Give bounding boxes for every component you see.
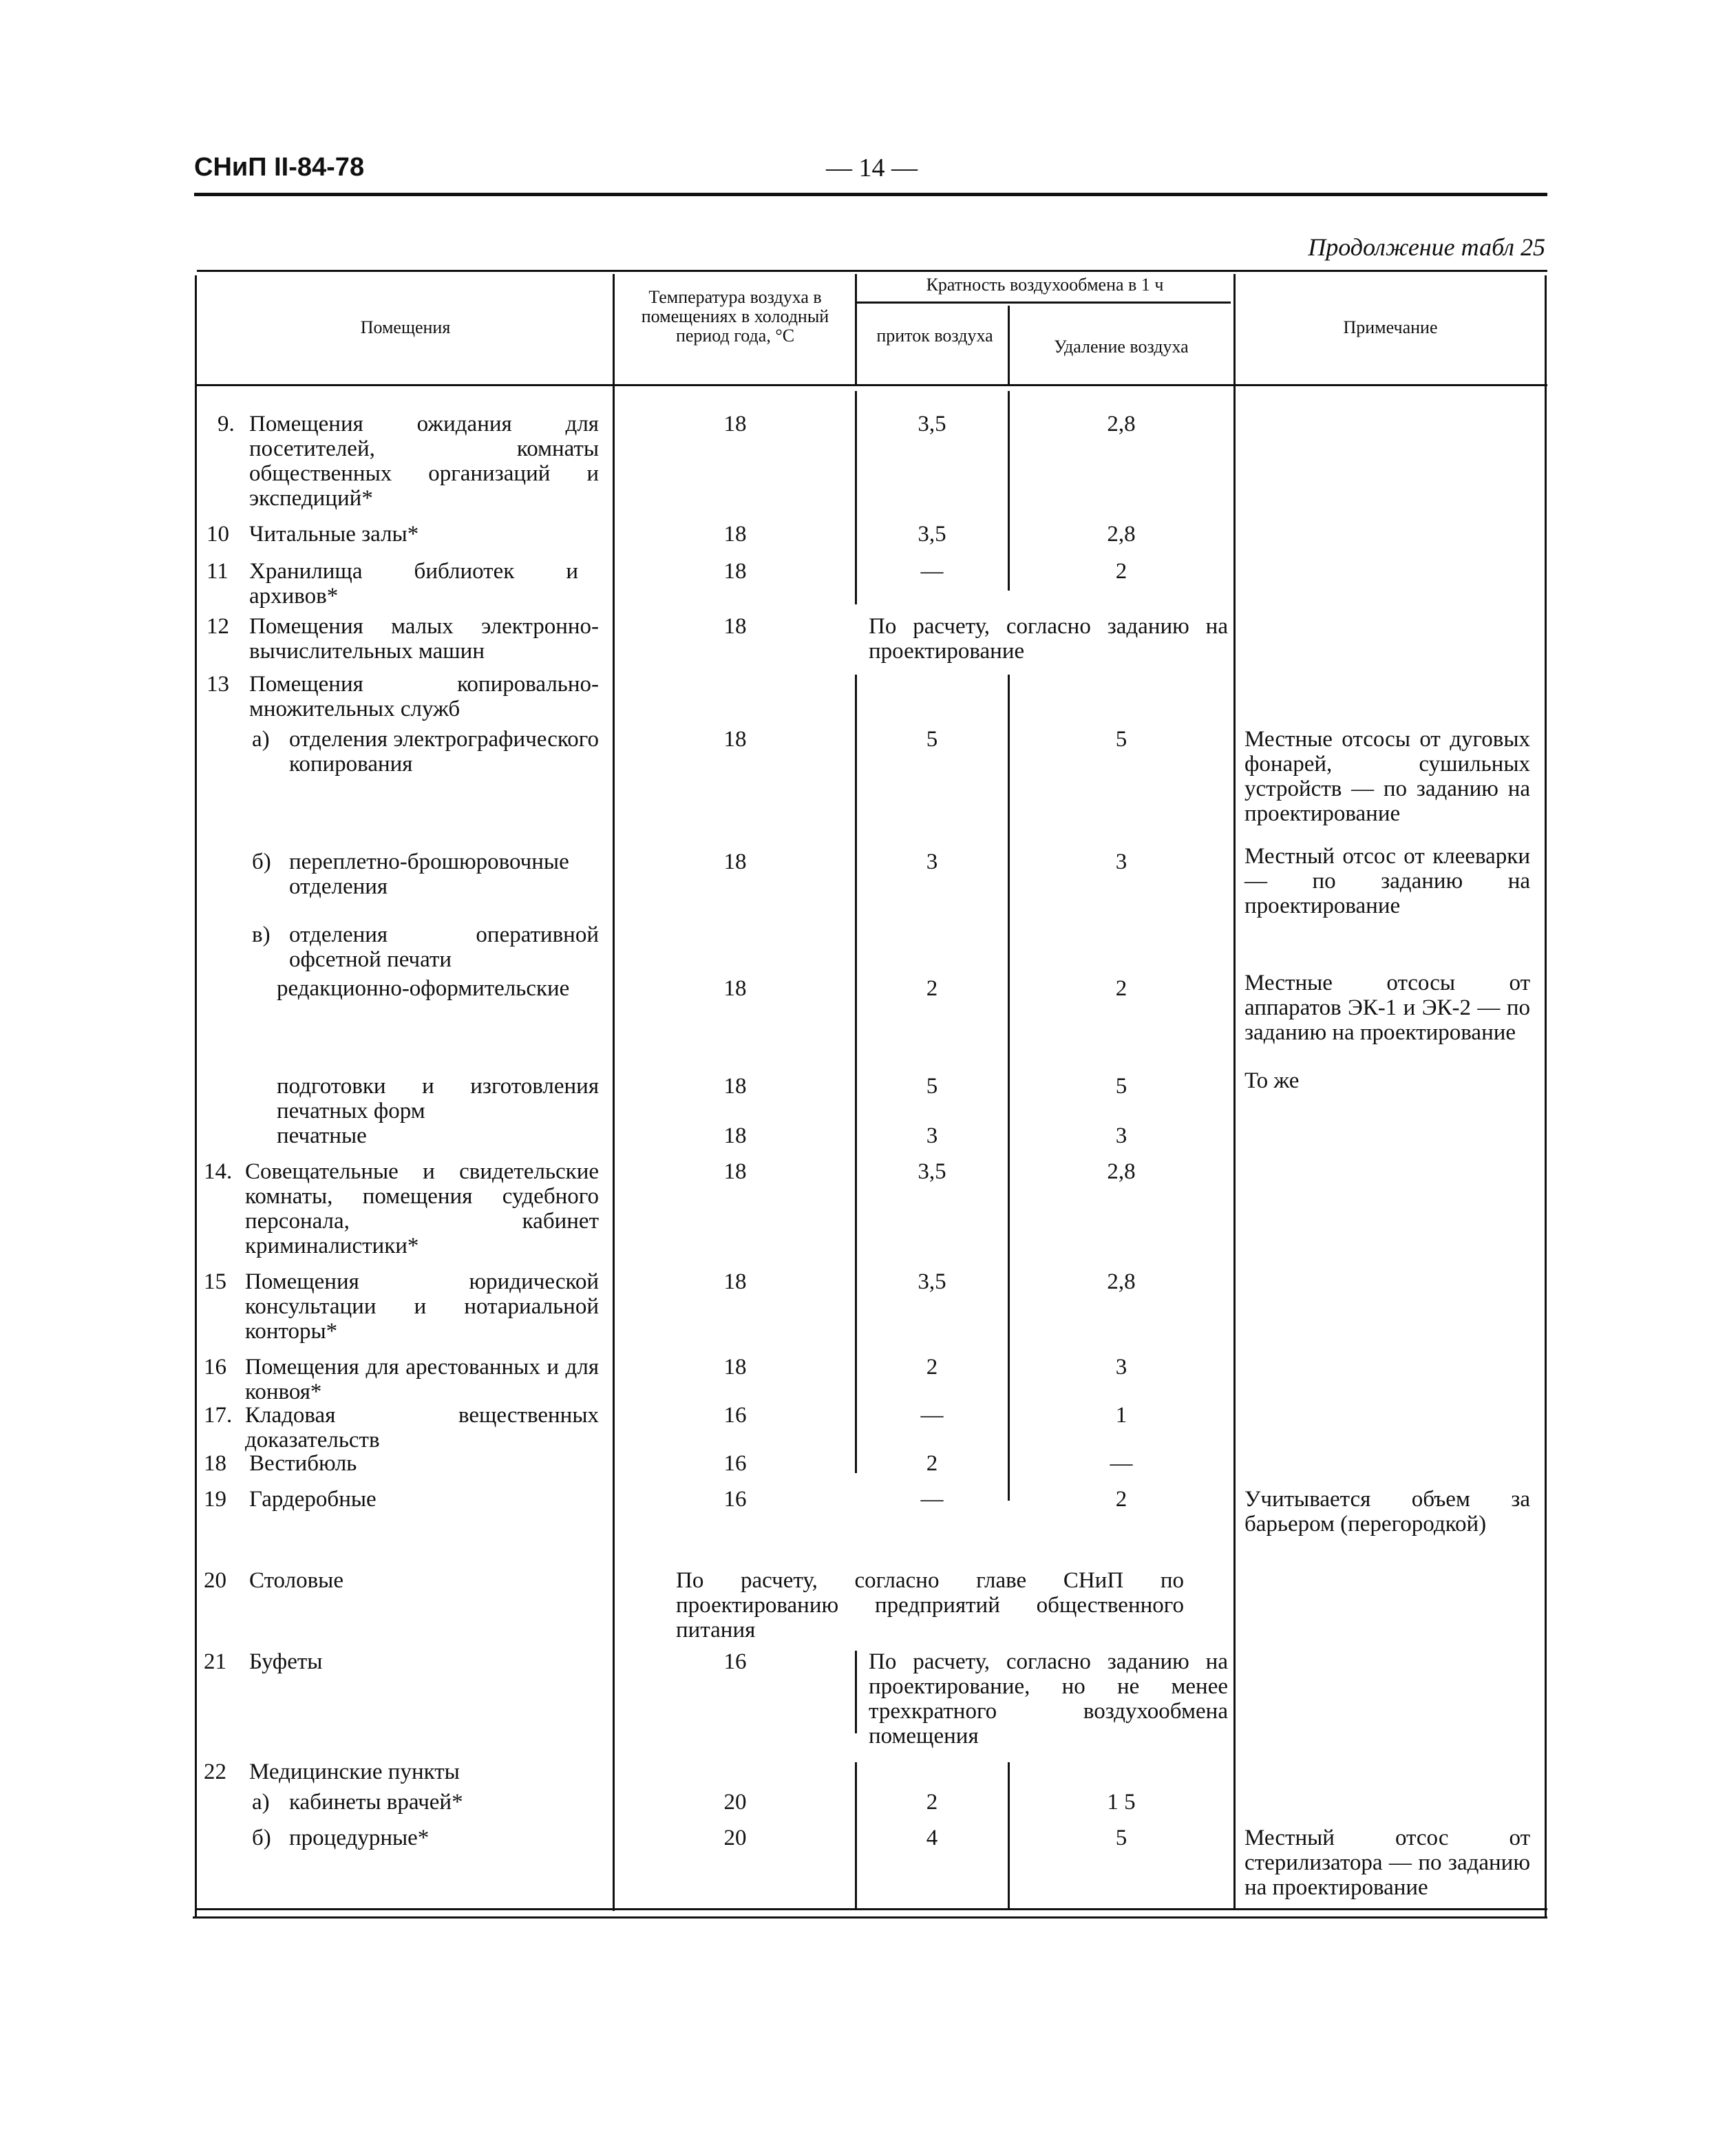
supply-value: 3 <box>926 849 938 874</box>
room-name: Помещения малых электронно-вычислительных машин <box>249 614 599 664</box>
row-number: 20 <box>204 1568 226 1593</box>
temperature-value: 18 <box>723 522 747 547</box>
row-number: 14. <box>204 1159 233 1184</box>
room-name: редакционно-оформительские <box>277 976 570 1001</box>
room-name: Гардеробные <box>249 1487 377 1512</box>
temperature-value: 20 <box>723 1826 747 1850</box>
room-name: Помещения юридической консультации и нотариальной конторы* <box>245 1269 599 1344</box>
room-name: Медицинские пункты <box>249 1759 460 1784</box>
row-number: 16 <box>204 1355 226 1380</box>
room-name: Помещения копировально-множительных служб <box>249 672 599 721</box>
note-text: Местный отсос от стерилизатора — по заданию на проектирование <box>1244 1826 1530 1900</box>
supply-value: 2 <box>926 976 938 1001</box>
room-name: подготовки и изготовления печатных форм <box>277 1074 599 1123</box>
exhaust-value: 5 <box>1115 1074 1127 1099</box>
room-name: Помещения ожидания для посетителей, комнаты общественных организаций и экспедиций* <box>249 412 599 511</box>
row-number: 21 <box>204 1649 226 1674</box>
exhaust-value: 2,8 <box>1107 522 1136 547</box>
note-text: Местные отсосы от аппаратов ЭК-1 и ЭК-2 — по заданию на проектирование <box>1244 971 1530 1045</box>
row-number: 12 <box>206 614 229 639</box>
header-rule <box>194 193 1547 196</box>
exhaust-value: 2,8 <box>1107 1269 1136 1294</box>
exhaust-value: 2,8 <box>1107 412 1136 436</box>
room-name: Хранилища библиотек и архивов* <box>249 559 578 609</box>
exhaust-value: 1 5 <box>1107 1790 1136 1815</box>
exhaust-value: 5 <box>1115 1826 1127 1850</box>
column-header-supply: приток воздуха <box>876 326 993 346</box>
page-number: — 14 — <box>826 154 918 182</box>
supply-value: 2 <box>926 1451 938 1476</box>
document-code: СНиП II-84-78 <box>194 153 365 182</box>
temperature-value: 16 <box>723 1649 747 1674</box>
exhaust-value: 3 <box>1115 1355 1127 1380</box>
temperature-value: 18 <box>723 1159 747 1184</box>
air-exchange-spanned-value: По расчету, согласно главе СНиП по проектированию предприятий общественного питания <box>676 1568 1184 1642</box>
temperature-value: 18 <box>723 727 747 752</box>
room-name: переплетно-брошюровочные отделения <box>289 849 569 899</box>
exhaust-value: 2 <box>1115 1487 1127 1512</box>
supply-value: 2 <box>926 1355 938 1380</box>
column-header-air-exchange: Кратность воздухообмена в 1 ч <box>926 275 1164 295</box>
note-text: То же <box>1244 1068 1300 1093</box>
supply-value: 2 <box>926 1790 938 1815</box>
supply-value: 3,5 <box>918 522 946 547</box>
temperature-value: 18 <box>723 1074 747 1099</box>
row-number: 18 <box>204 1451 226 1476</box>
note-text: Местный отсос от клееварки — по заданию на проектирование <box>1244 844 1530 918</box>
exhaust-value: 5 <box>1115 727 1127 752</box>
temperature-value: 18 <box>723 614 747 639</box>
row-number: 22 <box>204 1759 226 1784</box>
supply-value: 4 <box>926 1826 938 1850</box>
supply-value: 5 <box>926 727 938 752</box>
row-number: 13 <box>206 672 229 697</box>
room-name: Читальные залы* <box>249 522 419 547</box>
temperature-value: 18 <box>723 412 747 436</box>
air-exchange-spanned-value: По расчету, согласно заданию на проектирование, но не менее трехкратного воздухообмена помещения <box>869 1649 1228 1748</box>
room-name: Буфеты <box>249 1649 323 1674</box>
temperature-value: 20 <box>723 1790 747 1815</box>
supply-value: — <box>920 1487 944 1512</box>
table-continuation-caption: Продолжение табл 25 <box>1308 233 1545 261</box>
temperature-value: 18 <box>723 559 747 584</box>
exhaust-value: 3 <box>1115 849 1127 874</box>
temperature-value: 18 <box>723 1123 747 1148</box>
row-number: 17. <box>204 1403 233 1428</box>
note-text: Местные отсосы от дуговых фонарей, сушильных устройств — по заданию на проектирование <box>1244 727 1530 826</box>
exhaust-value: 2 <box>1115 976 1127 1001</box>
column-header-temperature: Температура воздуха в помещениях в холодный период года, °С <box>641 287 829 346</box>
supply-value: 3,5 <box>918 1159 946 1184</box>
row-number: б) <box>252 849 271 874</box>
column-header-note: Примечание <box>1343 317 1438 337</box>
row-number: б) <box>252 1826 271 1850</box>
room-name: отделения оперативной офсетной печати <box>289 922 599 972</box>
column-header-rooms: Помещения <box>360 317 451 337</box>
temperature-value: 18 <box>723 976 747 1001</box>
room-name: процедурные* <box>289 1826 430 1850</box>
room-name: Совещательные и свидетельские комнаты, помещения судебного персонала, кабинет криминалистики* <box>245 1159 599 1258</box>
exhaust-value: 2,8 <box>1107 1159 1136 1184</box>
temperature-value: 18 <box>723 1269 747 1294</box>
supply-value: — <box>920 1403 944 1428</box>
row-number: 10 <box>206 522 229 547</box>
temperature-value: 18 <box>723 1355 747 1380</box>
row-number: 15 <box>204 1269 226 1294</box>
temperature-value: 16 <box>723 1403 747 1428</box>
supply-value: 3,5 <box>918 412 946 436</box>
room-name: Столовые <box>249 1568 343 1593</box>
row-number: а) <box>252 1790 270 1815</box>
exhaust-value: — <box>1110 1451 1133 1476</box>
row-number: 19 <box>204 1487 226 1512</box>
row-number: 9. <box>218 412 235 436</box>
room-name: отделения электрографического копирования <box>289 727 599 776</box>
room-name: Помещения для арестованных и для конвоя* <box>245 1355 599 1404</box>
row-number: в) <box>252 922 271 947</box>
room-name: кабинеты врачей* <box>289 1790 463 1815</box>
room-name: печатные <box>277 1123 367 1148</box>
column-header-exhaust: Удаление воздуха <box>1054 337 1189 357</box>
temperature-value: 18 <box>723 849 747 874</box>
row-number: 11 <box>206 559 229 584</box>
supply-value: 5 <box>926 1074 938 1099</box>
air-exchange-spanned-value: По расчету, согласно заданию на проектирование <box>869 614 1228 664</box>
supply-value: 3 <box>926 1123 938 1148</box>
temperature-value: 16 <box>723 1451 747 1476</box>
room-name: Кладовая вещественных доказательств <box>245 1403 599 1452</box>
room-name: Вестибюль <box>249 1451 357 1476</box>
note-text: Учитывается объем за барьером (перегородкой) <box>1244 1487 1530 1536</box>
exhaust-value: 1 <box>1115 1403 1127 1428</box>
supply-value: — <box>920 559 944 584</box>
supply-value: 3,5 <box>918 1269 946 1294</box>
exhaust-value: 2 <box>1115 559 1127 584</box>
temperature-value: 16 <box>723 1487 747 1512</box>
row-number: а) <box>252 727 270 752</box>
exhaust-value: 3 <box>1115 1123 1127 1148</box>
